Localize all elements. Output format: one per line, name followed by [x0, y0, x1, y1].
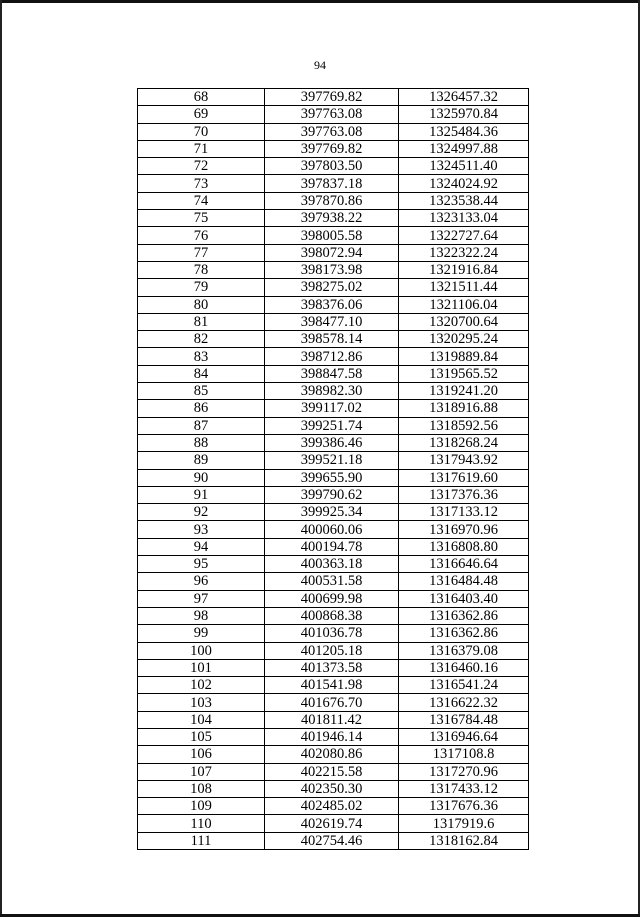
x-coordinate-cell: 402754.46	[265, 832, 399, 849]
y-coordinate-cell: 1316946.64	[399, 728, 529, 745]
table-row	[138, 556, 529, 573]
x-coordinate-cell: 401373.58	[265, 659, 399, 676]
x-coordinate-cell: 399117.02	[265, 400, 399, 417]
table-row	[138, 607, 529, 624]
y-coordinate-cell: 1326457.32	[399, 89, 529, 106]
x-coordinate-cell: 398847.58	[265, 365, 399, 382]
table-row	[138, 106, 529, 123]
table-row	[138, 504, 529, 521]
point-number-cell: 98	[138, 607, 265, 624]
page-border-left	[0, 0, 2, 917]
table-row	[138, 728, 529, 745]
page-number: 94	[314, 58, 326, 72]
x-coordinate-cell: 401676.70	[265, 694, 399, 711]
x-coordinate-cell: 397837.18	[265, 175, 399, 192]
point-number-cell: 88	[138, 434, 265, 451]
x-coordinate-cell: 399790.62	[265, 486, 399, 503]
table-row	[138, 521, 529, 538]
x-coordinate-cell: 401946.14	[265, 728, 399, 745]
x-coordinate-cell: 397769.82	[265, 89, 399, 106]
y-coordinate-cell: 1316541.24	[399, 677, 529, 694]
x-coordinate-cell: 402080.86	[265, 746, 399, 763]
table-row	[138, 452, 529, 469]
table-row	[138, 798, 529, 815]
point-number-cell: 76	[138, 227, 265, 244]
y-coordinate-cell: 1316808.80	[399, 538, 529, 555]
table-row	[138, 313, 529, 330]
table-row	[138, 694, 529, 711]
point-number-cell: 90	[138, 469, 265, 486]
y-coordinate-cell: 1317133.12	[399, 504, 529, 521]
point-number-cell: 99	[138, 625, 265, 642]
table-row	[138, 832, 529, 849]
x-coordinate-cell: 399521.18	[265, 452, 399, 469]
table-row	[138, 815, 529, 832]
table-row	[138, 469, 529, 486]
point-number-cell: 105	[138, 728, 265, 745]
y-coordinate-cell: 1325970.84	[399, 106, 529, 123]
y-coordinate-cell: 1318916.88	[399, 400, 529, 417]
point-number-cell: 85	[138, 383, 265, 400]
y-coordinate-cell: 1317943.92	[399, 452, 529, 469]
x-coordinate-cell: 401541.98	[265, 677, 399, 694]
table-row	[138, 711, 529, 728]
y-coordinate-cell: 1316784.48	[399, 711, 529, 728]
x-coordinate-cell: 400531.58	[265, 573, 399, 590]
table-row	[138, 400, 529, 417]
table-row	[138, 89, 529, 106]
y-coordinate-cell: 1317676.36	[399, 798, 529, 815]
y-coordinate-cell: 1317270.96	[399, 763, 529, 780]
x-coordinate-cell: 398173.98	[265, 261, 399, 278]
table-row	[138, 486, 529, 503]
table-row	[138, 417, 529, 434]
x-coordinate-cell: 397803.50	[265, 158, 399, 175]
y-coordinate-cell: 1317376.36	[399, 486, 529, 503]
y-coordinate-cell: 1316970.96	[399, 521, 529, 538]
table-row	[138, 261, 529, 278]
point-number-cell: 104	[138, 711, 265, 728]
point-number-cell: 93	[138, 521, 265, 538]
x-coordinate-cell: 398275.02	[265, 279, 399, 296]
point-number-cell: 89	[138, 452, 265, 469]
x-coordinate-cell: 397769.82	[265, 140, 399, 157]
page-border-top	[0, 0, 640, 3]
point-number-cell: 82	[138, 331, 265, 348]
y-coordinate-cell: 1318592.56	[399, 417, 529, 434]
x-coordinate-cell: 397938.22	[265, 210, 399, 227]
table-row	[138, 365, 529, 382]
point-number-cell: 83	[138, 348, 265, 365]
table-row	[138, 348, 529, 365]
point-number-cell: 103	[138, 694, 265, 711]
table-row	[138, 123, 529, 140]
y-coordinate-cell: 1316646.64	[399, 556, 529, 573]
point-number-cell: 77	[138, 244, 265, 261]
x-coordinate-cell: 399251.74	[265, 417, 399, 434]
point-number-cell: 79	[138, 279, 265, 296]
y-coordinate-cell: 1317433.12	[399, 780, 529, 797]
table-row	[138, 746, 529, 763]
y-coordinate-cell: 1316379.08	[399, 642, 529, 659]
x-coordinate-cell: 397870.86	[265, 192, 399, 209]
table-row	[138, 279, 529, 296]
point-number-cell: 71	[138, 140, 265, 157]
table-row	[138, 192, 529, 209]
x-coordinate-cell: 402619.74	[265, 815, 399, 832]
y-coordinate-cell: 1321106.04	[399, 296, 529, 313]
y-coordinate-cell: 1316403.40	[399, 590, 529, 607]
point-number-cell: 72	[138, 158, 265, 175]
point-number-cell: 78	[138, 261, 265, 278]
point-number-cell: 107	[138, 763, 265, 780]
y-coordinate-cell: 1320295.24	[399, 331, 529, 348]
y-coordinate-cell: 1322322.24	[399, 244, 529, 261]
point-number-cell: 86	[138, 400, 265, 417]
x-coordinate-cell: 399386.46	[265, 434, 399, 451]
x-coordinate-cell: 398578.14	[265, 331, 399, 348]
y-coordinate-cell: 1321916.84	[399, 261, 529, 278]
table-row	[138, 331, 529, 348]
y-coordinate-cell: 1324997.88	[399, 140, 529, 157]
point-number-cell: 101	[138, 659, 265, 676]
y-coordinate-cell: 1316362.86	[399, 607, 529, 624]
point-number-cell: 84	[138, 365, 265, 382]
point-number-cell: 70	[138, 123, 265, 140]
table-row	[138, 175, 529, 192]
point-number-cell: 91	[138, 486, 265, 503]
table-row	[138, 538, 529, 555]
table-row	[138, 677, 529, 694]
y-coordinate-cell: 1319889.84	[399, 348, 529, 365]
point-number-cell: 69	[138, 106, 265, 123]
table-row	[138, 642, 529, 659]
x-coordinate-cell: 401811.42	[265, 711, 399, 728]
x-coordinate-cell: 397763.08	[265, 106, 399, 123]
point-number-cell: 74	[138, 192, 265, 209]
point-number-cell: 96	[138, 573, 265, 590]
x-coordinate-cell: 400699.98	[265, 590, 399, 607]
x-coordinate-cell: 400060.06	[265, 521, 399, 538]
x-coordinate-cell: 398982.30	[265, 383, 399, 400]
point-number-cell: 75	[138, 210, 265, 227]
point-number-cell: 106	[138, 746, 265, 763]
y-coordinate-cell: 1319565.52	[399, 365, 529, 382]
point-number-cell: 109	[138, 798, 265, 815]
x-coordinate-cell: 402485.02	[265, 798, 399, 815]
point-number-cell: 94	[138, 538, 265, 555]
point-number-cell: 108	[138, 780, 265, 797]
point-number-cell: 100	[138, 642, 265, 659]
point-number-cell: 95	[138, 556, 265, 573]
x-coordinate-cell: 399925.34	[265, 504, 399, 521]
y-coordinate-cell: 1321511.44	[399, 279, 529, 296]
x-coordinate-cell: 398712.86	[265, 348, 399, 365]
y-coordinate-cell: 1325484.36	[399, 123, 529, 140]
point-number-cell: 97	[138, 590, 265, 607]
point-number-cell: 87	[138, 417, 265, 434]
point-number-cell: 80	[138, 296, 265, 313]
y-coordinate-cell: 1317619.60	[399, 469, 529, 486]
table-row	[138, 296, 529, 313]
point-number-cell: 92	[138, 504, 265, 521]
x-coordinate-cell: 401205.18	[265, 642, 399, 659]
table-row	[138, 140, 529, 157]
x-coordinate-cell: 397763.08	[265, 123, 399, 140]
table-row	[138, 763, 529, 780]
table-row	[138, 659, 529, 676]
x-coordinate-cell: 402350.30	[265, 780, 399, 797]
y-coordinate-cell: 1320700.64	[399, 313, 529, 330]
point-number-cell: 110	[138, 815, 265, 832]
y-coordinate-cell: 1323133.04	[399, 210, 529, 227]
y-coordinate-cell: 1319241.20	[399, 383, 529, 400]
x-coordinate-cell: 400194.78	[265, 538, 399, 555]
y-coordinate-cell: 1318268.24	[399, 434, 529, 451]
table-row	[138, 210, 529, 227]
table-row	[138, 227, 529, 244]
table-row	[138, 383, 529, 400]
table-row	[138, 434, 529, 451]
y-coordinate-cell: 1322727.64	[399, 227, 529, 244]
point-number-cell: 102	[138, 677, 265, 694]
y-coordinate-cell: 1316460.16	[399, 659, 529, 676]
x-coordinate-cell: 399655.90	[265, 469, 399, 486]
y-coordinate-cell: 1323538.44	[399, 192, 529, 209]
x-coordinate-cell: 400868.38	[265, 607, 399, 624]
y-coordinate-cell: 1316622.32	[399, 694, 529, 711]
y-coordinate-cell: 1317919.6	[399, 815, 529, 832]
x-coordinate-cell: 401036.78	[265, 625, 399, 642]
x-coordinate-cell: 400363.18	[265, 556, 399, 573]
coordinates-table	[137, 88, 529, 850]
point-number-cell: 81	[138, 313, 265, 330]
point-number-cell: 68	[138, 89, 265, 106]
table-row	[138, 590, 529, 607]
table-row	[138, 244, 529, 261]
y-coordinate-cell: 1317108.8	[399, 746, 529, 763]
y-coordinate-cell: 1316362.86	[399, 625, 529, 642]
y-coordinate-cell: 1316484.48	[399, 573, 529, 590]
x-coordinate-cell: 402215.58	[265, 763, 399, 780]
table-row	[138, 625, 529, 642]
point-number-cell: 111	[138, 832, 265, 849]
table-row	[138, 780, 529, 797]
table-row	[138, 573, 529, 590]
x-coordinate-cell: 398376.06	[265, 296, 399, 313]
coordinates-table-body	[138, 89, 529, 850]
y-coordinate-cell: 1324024.92	[399, 175, 529, 192]
point-number-cell: 73	[138, 175, 265, 192]
y-coordinate-cell: 1324511.40	[399, 158, 529, 175]
table-row	[138, 158, 529, 175]
x-coordinate-cell: 398005.58	[265, 227, 399, 244]
x-coordinate-cell: 398072.94	[265, 244, 399, 261]
x-coordinate-cell: 398477.10	[265, 313, 399, 330]
y-coordinate-cell: 1318162.84	[399, 832, 529, 849]
